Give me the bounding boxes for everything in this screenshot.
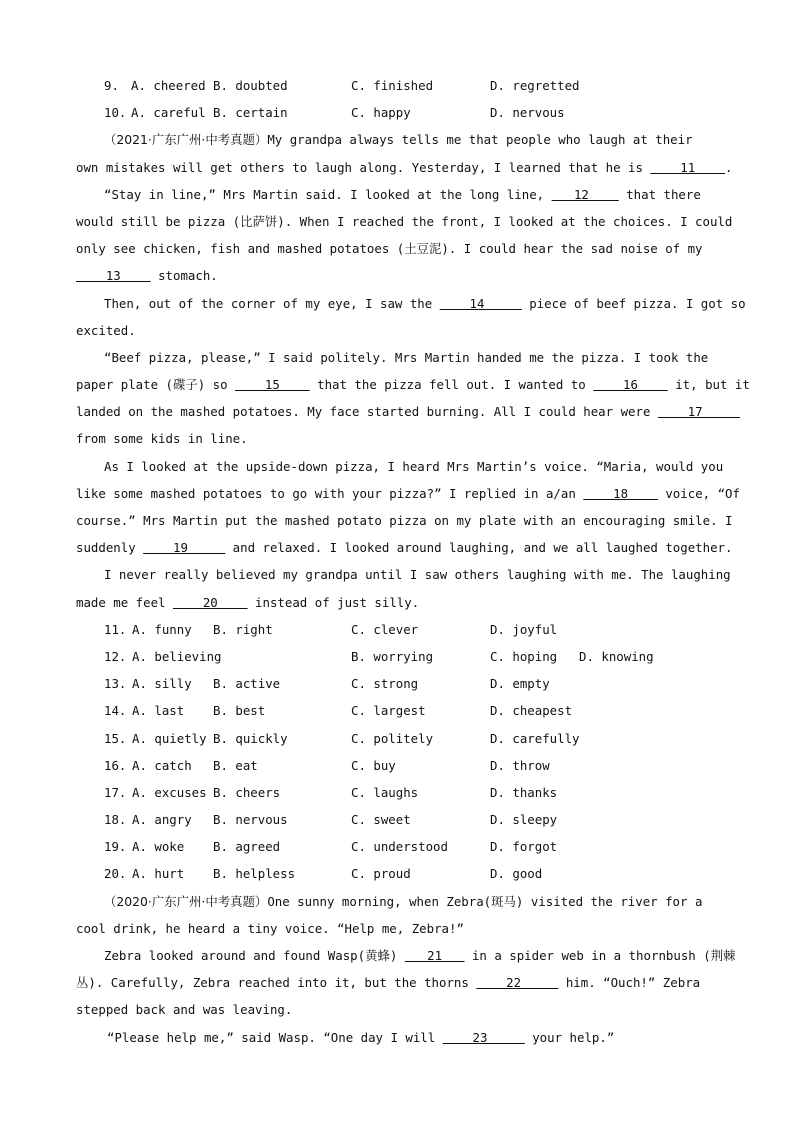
text: “Stay in line,” Mrs Martin said. I looked at the long line, <box>104 186 552 202</box>
option-a: A. cheered <box>131 78 206 93</box>
option-d: D. knowing <box>579 648 654 664</box>
text: “Please help me,” said Wasp. “One day I will <box>107 1029 443 1045</box>
blank-20: 20 <box>172 594 248 610</box>
passage2-line <box>76 1024 716 1051</box>
option-b: B. agreed <box>213 839 281 855</box>
option-row-12 <box>76 643 716 670</box>
passage2-line <box>76 969 716 996</box>
option-row-19 <box>76 833 716 860</box>
option-a: A. angry <box>132 812 192 828</box>
option-d: D. empty <box>490 676 550 692</box>
option-row-11 <box>76 616 716 643</box>
document-page <box>76 72 750 1051</box>
passage2-line <box>76 942 736 969</box>
option-d: D. regretted <box>490 78 580 93</box>
option-row-13 <box>76 670 716 697</box>
text: Then, out of the corner of my eye, I saw the <box>104 295 440 311</box>
option-num: 12. <box>104 648 127 664</box>
text: and relaxed. I looked around laughing, and we all laughed together. <box>225 540 733 556</box>
option-b: B. active <box>213 676 281 692</box>
text: in a spider web in a thornbush (荆棘 <box>464 948 736 963</box>
option-b: B. quickly <box>213 730 288 746</box>
text: your help.” <box>524 1029 615 1045</box>
option-b: B. certain <box>213 105 288 121</box>
option-row-15 <box>76 725 716 752</box>
blank-13: 13 <box>76 268 151 284</box>
text: him. “Ouch!” Zebra <box>558 975 701 991</box>
option-num: 20. <box>104 866 127 882</box>
text: made me feel <box>76 594 173 610</box>
text: landed on the mashed potatoes. My face started burning. All I could hear were <box>76 404 658 420</box>
blank-12: 12 <box>551 186 619 202</box>
option-c: C. largest <box>351 703 426 719</box>
option-b: B. nervous <box>213 812 288 828</box>
passage1-line: As I looked at the upside-down pizza, I heard Mrs Martin’s voice. “Maria, would you <box>104 458 724 474</box>
text: stomach. <box>150 268 218 284</box>
passage1-line: only see chicken, fish and mashed potatoes (土豆泥). I could hear the sad noise of my <box>76 241 703 257</box>
option-b: B. right <box>213 621 273 637</box>
option-c: C. hoping <box>490 648 558 664</box>
option-a: A. careful <box>131 105 206 121</box>
option-row-17 <box>76 779 716 806</box>
text: My grandpa always tells me that people who laugh at their <box>267 132 693 148</box>
option-a: A. believing <box>132 648 222 664</box>
passage1-line: “Beef pizza, please,” I said politely. Mrs Martin handed me the pizza. I took the <box>104 349 709 365</box>
option-d: D. joyful <box>490 621 558 637</box>
text: voice, “Of <box>657 485 740 501</box>
option-c: C. buy <box>351 757 396 773</box>
passage1-line: I never really believed my grandpa until I saw others laughing with me. The laughing <box>104 567 731 583</box>
passage2-line <box>76 888 716 915</box>
passage1-line: from some kids in line. <box>76 431 248 447</box>
option-d: D. thanks <box>490 784 558 800</box>
option-b: B. cheers <box>213 784 281 800</box>
option-d: D. forgot <box>490 839 558 855</box>
option-c: C. happy <box>351 105 411 121</box>
option-row-14 <box>76 697 716 724</box>
passage1-line <box>76 262 716 289</box>
passage1-line: own mistakes will get others to laugh along. Yesterday, I learned that he is 11 . <box>76 159 733 175</box>
text: One sunny morning, when Zebra(斑马) visited the river for a <box>267 893 703 909</box>
text: instead of just silly. <box>247 594 420 610</box>
option-num: 18. <box>104 812 127 828</box>
option-row-16 <box>76 752 716 779</box>
option-a: A. quietly <box>132 730 207 746</box>
option-d: D. carefully <box>490 730 580 746</box>
option-b: B. worrying <box>351 648 434 664</box>
option-num: 15. <box>104 730 127 746</box>
option-num: 17. <box>104 784 127 800</box>
option-b: B. doubted <box>213 78 288 93</box>
option-a: A. funny <box>132 621 192 637</box>
option-row-9 <box>76 72 716 99</box>
option-c: C. understood <box>351 839 448 855</box>
option-num: 19. <box>104 839 127 855</box>
option-num: 16. <box>104 757 127 773</box>
option-c: C. sweet <box>351 812 411 828</box>
option-d: D. sleepy <box>490 812 558 828</box>
text: it, but it <box>667 377 750 393</box>
text: suddenly <box>76 540 144 556</box>
option-row-10 <box>76 99 716 126</box>
option-d: D. cheapest <box>490 703 573 719</box>
option-row-20 <box>76 860 716 887</box>
option-num: 9. <box>104 78 119 93</box>
text: paper plate (碟子) so <box>76 377 236 393</box>
blank-11: 11 <box>650 159 726 175</box>
text: Zebra looked around and found Wasp(黄蜂) <box>104 948 405 963</box>
blank-14: 14 <box>439 295 522 311</box>
blank-19: 19 <box>143 540 226 556</box>
passage1-line <box>76 181 716 208</box>
passage1-line <box>76 371 750 398</box>
passage1-line <box>76 534 733 561</box>
option-num: 13. <box>104 676 127 692</box>
option-num: 14. <box>104 703 127 719</box>
option-num: 10. <box>104 105 127 121</box>
option-d: D. nervous <box>490 105 565 121</box>
option-num: 11. <box>104 621 127 637</box>
blank-23: 23 <box>442 1029 525 1045</box>
source-tag: （2020·广东广州·中考真题） <box>104 893 268 909</box>
option-row-18 <box>76 806 716 833</box>
blank-16: 16 <box>593 377 668 393</box>
passage1-line: would still be pizza (比萨饼). When I reached the front, I looked at the choices. I could <box>76 213 733 229</box>
passage1-line <box>76 290 746 317</box>
option-b: B. eat <box>213 757 258 773</box>
blank-17: 17 <box>657 404 740 420</box>
option-a: A. excuses <box>132 784 207 800</box>
text: like some mashed potatoes to go with your pizza?” I replied in a/an <box>76 485 584 501</box>
option-b: B. best <box>213 703 266 719</box>
option-d: D. good <box>490 866 543 882</box>
passage1-line <box>76 589 716 616</box>
option-c: C. finished <box>351 78 434 93</box>
blank-18: 18 <box>583 485 658 501</box>
blank-15: 15 <box>235 377 310 393</box>
option-c: C. proud <box>351 866 411 882</box>
option-c: C. clever <box>351 621 419 637</box>
passage2-line: cool drink, he heard a tiny voice. “Help me, Zebra!” <box>76 920 464 936</box>
text: own mistakes will get others to laugh along. Yesterday, I learned that he is <box>76 159 651 175</box>
passage2-line: stepped back and was leaving. <box>76 1002 293 1018</box>
source-tag: （2021·广东广州·中考真题） <box>104 132 268 148</box>
option-d: D. throw <box>490 757 550 773</box>
text: that there <box>618 186 701 202</box>
text: that the pizza fell out. I wanted to <box>309 377 594 393</box>
passage1-line <box>76 480 740 507</box>
passage1-line: excited. <box>76 322 136 338</box>
passage1-line <box>76 126 716 153</box>
option-c: C. politely <box>351 730 434 746</box>
option-c: C. strong <box>351 676 419 692</box>
text: piece of beef pizza. I got so <box>521 295 746 311</box>
passage1-line <box>76 398 740 425</box>
option-c: C. laughs <box>351 784 419 800</box>
text: 丛). Carefully, Zebra reached into it, but the thorns <box>76 975 477 991</box>
option-b: B. helpless <box>213 866 296 882</box>
option-a: A. last <box>132 703 185 719</box>
blank-22: 22 <box>476 975 559 991</box>
blank-21: 21 <box>404 948 465 963</box>
passage1-line: course.” Mrs Martin put the mashed potato pizza on my plate with an encouraging smile. I <box>76 513 733 528</box>
option-a: A. catch <box>132 757 192 773</box>
option-a: A. silly <box>132 676 192 692</box>
option-a: A. hurt <box>132 866 185 882</box>
option-a: A. woke <box>132 839 185 855</box>
